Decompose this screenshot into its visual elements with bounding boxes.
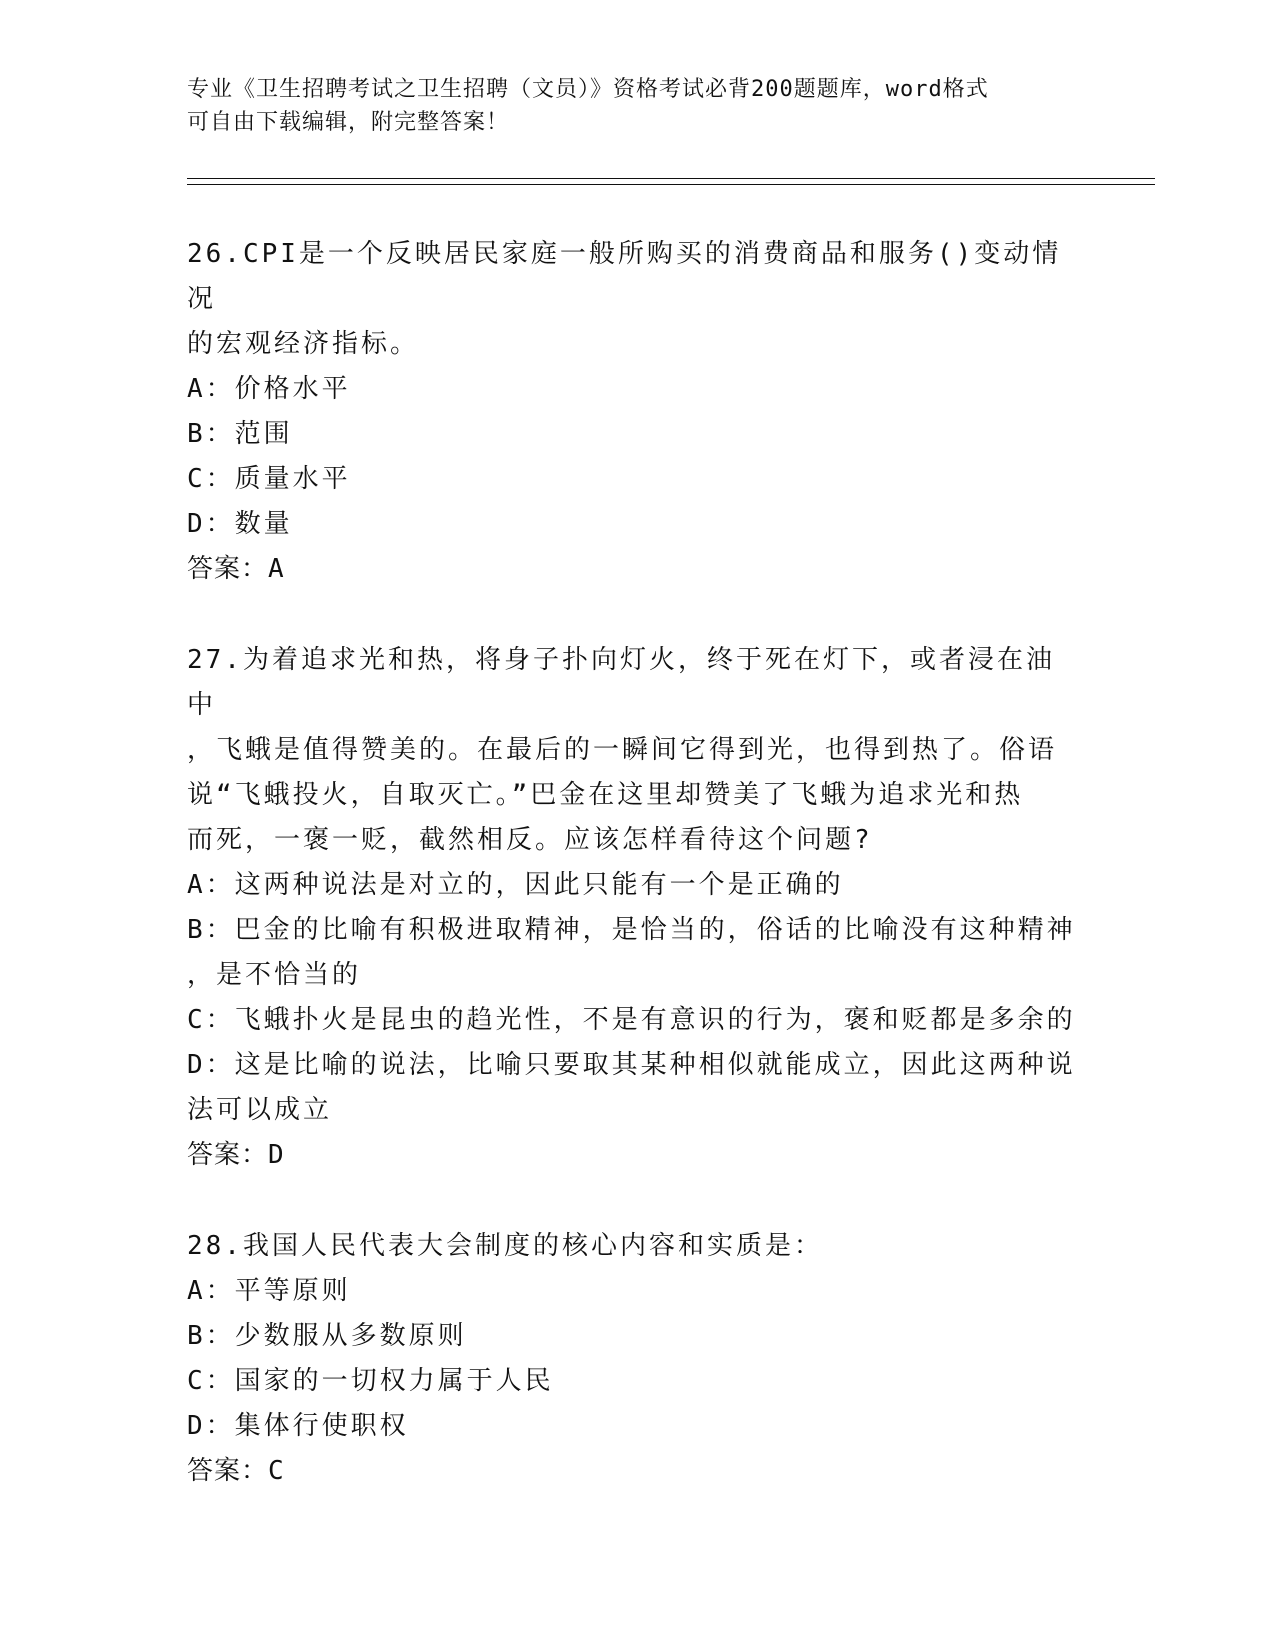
option-a: A：这两种说法是对立的，因此只能有一个是正确的 — [187, 870, 844, 900]
answer-label: 答案： — [187, 1140, 269, 1170]
option-a: A：价格水平 — [187, 374, 351, 404]
option-b-continued: ，是不恰当的 — [187, 960, 362, 990]
question-27 — [187, 638, 1082, 1178]
answer-value: D — [268, 1140, 285, 1170]
option-d: D：这是比喻的说法，比喻只要取其某种相似就能成立，因此这两种说 — [187, 1050, 1076, 1080]
option-c: C：飞蛾扑火是昆虫的趋光性，不是有意识的行为，褒和贬都是多余的 — [187, 1005, 1076, 1035]
answer-line — [187, 547, 1082, 592]
document-header — [187, 73, 1067, 139]
header-divider-top — [187, 178, 1155, 179]
option-b: B：范围 — [187, 419, 293, 449]
question-list — [187, 232, 1082, 1494]
answer-line — [187, 1449, 1082, 1494]
option-c: C：国家的一切权力属于人民 — [187, 1366, 554, 1396]
question-text-line: 28.我国人民代表大会制度的核心内容和实质是： — [187, 1231, 823, 1261]
answer-value: A — [268, 554, 285, 584]
question-text-line: 26.CPI是一个反映居民家庭一般所购买的消费商品和服务()变动情况 — [187, 239, 1062, 314]
header-divider-bottom — [187, 184, 1155, 185]
option-d: D：集体行使职权 — [187, 1411, 409, 1441]
option-b: B：少数服从多数原则 — [187, 1321, 467, 1351]
question-text-line: 而死，一褒一贬，截然相反。应该怎样看待这个问题? — [187, 825, 873, 855]
question-text-line: 的宏观经济指标。 — [187, 329, 420, 359]
option-a: A：平等原则 — [187, 1276, 351, 1306]
answer-label: 答案： — [187, 1456, 269, 1486]
option-d-continued: 法可以成立 — [187, 1095, 333, 1125]
header-line-2: 可自由下载编辑，附完整答案！ — [187, 110, 510, 135]
option-c: C：质量水平 — [187, 464, 351, 494]
option-d: D：数量 — [187, 509, 293, 539]
option-b: B：巴金的比喻有积极进取精神，是恰当的，俗话的比喻没有这种精神 — [187, 915, 1076, 945]
answer-line — [187, 1133, 1082, 1178]
question-28 — [187, 1224, 1082, 1494]
question-text-line: 27.为着追求光和热，将身子扑向灯火，终于死在灯下，或者浸在油中 — [187, 645, 1055, 720]
answer-value: C — [268, 1456, 285, 1486]
answer-label: 答案： — [187, 554, 269, 584]
header-line-1: 专业《卫生招聘考试之卫生招聘（文员）》资格考试必背200题题库，word格式 — [187, 77, 989, 102]
question-26 — [187, 232, 1082, 592]
question-text-line: 说“飞蛾投火，自取灭亡。”巴金在这里却赞美了飞蛾为追求光和热 — [187, 780, 1024, 810]
question-text-line: ，飞蛾是值得赞美的。在最后的一瞬间它得到光，也得到热了。俗语 — [187, 735, 1058, 765]
